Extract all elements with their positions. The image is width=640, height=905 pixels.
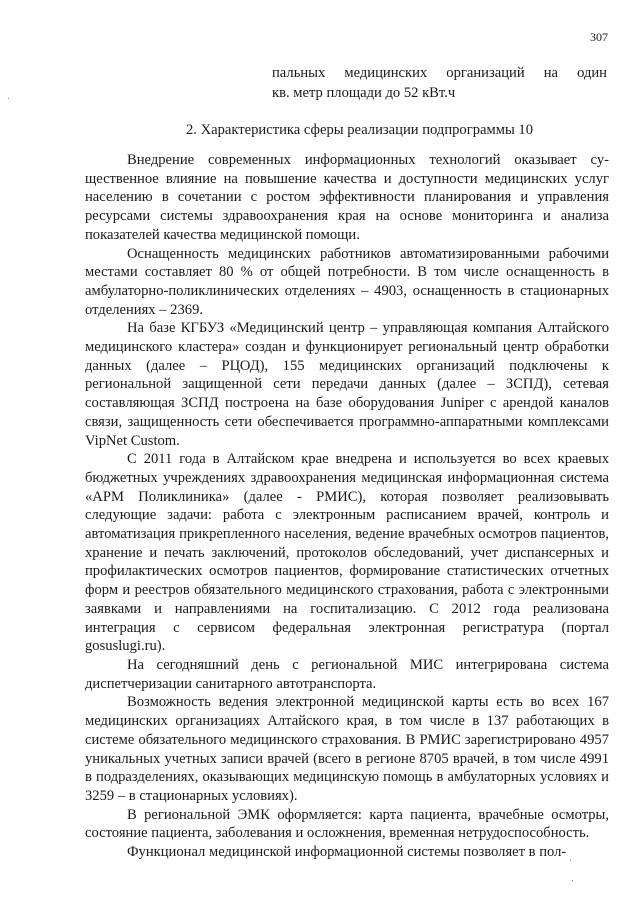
paragraph-3: На базе КГБУЗ «Медицинский центр – управляющая компания Алтайского медицинского кластера» создан и функционирует региональный центр обработки данных (далее – РЦОД), 155 медицинских организаций подключены к региональной защищенной сети передачи данных (далее – ЗСПД), сетевая составляющая ЗСПД построена на базе оборудования Juniper с арендой каналов связи, защищенность сети обеспечивается программно-аппаратными комплексами VipNet Custom. <box>85 320 609 449</box>
paragraph-4: С 2011 года в Алтайском крае внедрена и используется во всех краевых бюджетных учреждениях здравоохранения медицинская информационная система «АРМ Поликлиника» (далее - РМИС), которая позволяет реализовывать следующие задачи: работа с электронным расписанием врачей, контроль и автоматизация прикрепленного населения, ведение врачебных осмотров пациентов, хранение и печать заключений, протоколов обследований, учет диспансерных и профилактических осмотров пациентов, формирование статистических отчетных форм и реестров обязательного медицинского страхования, работа с электронными заявками и направлениями на госпитализацию. С 2012 года реализована интеграция с сервисом федеральная электронная регистратура (портал gosuslugi.ru). <box>85 451 609 655</box>
page-number: 307 <box>590 30 608 44</box>
paragraph-7: В региональной ЭМК оформляется: карта пациента, врачебные осмотры, состояние пациента, заболевания и осложнения, временная нетрудоспособность. <box>85 806 609 842</box>
paragraph-6: Возможность ведения электронной медицинской карты есть во всех 167 медицинских организациях Алтайского края, в том числе в 137 работающих в системе обязательного медицинского страхования. В РМИС зарегистрировано 4957 уникальных учетных записи врачей (всего в регионе 8705 врачей, в том числе 4991 в подразделениях, оказывающих медицинскую помощь в амбулаторных условиях и 3259 – в стационарных условиях). <box>85 694 609 804</box>
body-text <box>85 151 609 862</box>
continued-text <box>272 63 607 103</box>
paragraph-1: Внедрение современных информационных технологий оказывает существенное влияние на повышение качества и доступности медицинских услуг населению в сочетании с ростом эффективности планирования и управления ресурсами системы здравоохранения края на основе мониторинга и анализа показателей качества медицинской помощи. <box>85 152 609 243</box>
continued-text-line-2: кв. метр площади до 52 кВт.ч <box>272 85 456 101</box>
scan-speck <box>572 880 573 881</box>
paragraph-5: На сегодняшний день с региональной МИС интегрирована система диспетчеризации санитарного автотранспорта. <box>85 656 609 692</box>
scan-speck <box>570 860 571 861</box>
scan-speck <box>8 98 9 99</box>
paragraph-8: Функционал медицинской информационной системы позволяет в пол- <box>127 844 567 861</box>
continued-text-line-1: пальных медицинских организаций на один <box>272 65 607 81</box>
section-heading: 2. Характеристика сферы реализации подпрограммы 10 <box>186 122 534 138</box>
paragraph-2: Оснащенность медицинских работников автоматизированными рабочими местами составляет 80 % от общей потребности. В том числе оснащенность в амбулаторно-поликлинических отделениях – 4903, оснащенность в стационарных отделениях – 2369. <box>85 245 609 318</box>
